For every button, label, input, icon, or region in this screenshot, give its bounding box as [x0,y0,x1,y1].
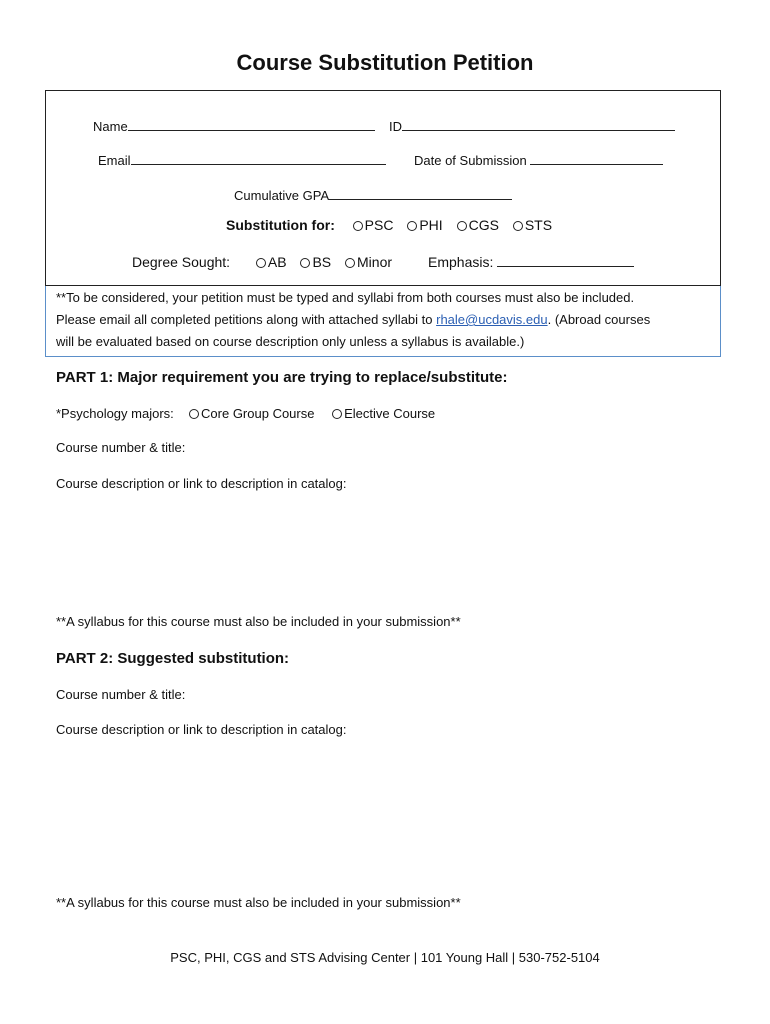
emphasis-line[interactable] [497,254,634,267]
part2-course-label: Course number & title: [56,687,186,702]
date-label: Date of Submission [414,153,527,168]
radio-icon[interactable] [345,258,355,268]
email-label: Email [98,153,131,168]
degree-label: Degree Sought: [132,254,231,270]
degree-option-ab[interactable]: AB [256,254,287,270]
page-title: Course Substitution Petition [236,50,534,75]
part1-heading: PART 1: Major requirement you are trying to replace/substitute: [56,369,508,386]
psych-majors-label: *Psychology majors: [56,406,174,421]
gpa-label: Cumulative GPA [234,188,330,203]
gpa-line[interactable] [329,187,512,200]
date-field[interactable] [414,152,663,168]
part2-description-label: Course description or link to description in catalog: [56,722,347,737]
gpa-field[interactable] [234,187,512,203]
part2-heading: PART 2: Suggested substitution: [56,650,290,667]
elective-course-option[interactable]: Elective Course [332,406,435,421]
radio-icon[interactable] [256,258,266,268]
note-line-1: **To be considered, your petition must be typed and syllabi from both courses must also be included. [56,290,635,305]
part1-syllabus-note: **A syllabus for this course must also be included in your submission** [56,614,461,629]
radio-icon[interactable] [300,258,310,268]
substitution-label: Substitution for: [226,217,335,233]
degree-option-minor[interactable]: Minor [345,254,392,270]
radio-icon[interactable] [513,221,523,231]
id-label: ID [389,119,402,134]
email-field[interactable] [98,152,386,168]
radio-icon[interactable] [457,221,467,231]
degree-option-bs[interactable]: BS [300,254,331,270]
footer-contact: PSC, PHI, CGS and STS Advising Center | 101 Young Hall | 530-752-5104 [170,950,600,965]
degree-row [132,254,402,270]
name-label: Name [93,119,128,134]
substitution-row [226,217,562,233]
substitution-option-cgs[interactable]: CGS [457,217,499,233]
id-field[interactable] [389,118,675,134]
advisor-email-link[interactable]: rhale@ucdavis.edu [436,312,548,327]
core-group-course-option[interactable]: Core Group Course [189,406,314,421]
name-line[interactable] [128,118,375,131]
psych-majors-row [56,406,445,421]
emphasis-label: Emphasis: [428,254,494,270]
emphasis-field[interactable] [428,254,634,270]
radio-icon[interactable] [407,221,417,231]
part1-course-label: Course number & title: [56,440,186,455]
substitution-option-sts[interactable]: STS [513,217,552,233]
radio-icon[interactable] [189,409,199,419]
note-line-2: Please email all completed petitions along with attached syllabi to rhale@ucdavis.edu. (Abroad courses [56,312,651,327]
email-line[interactable] [131,152,386,165]
part2-syllabus-note: **A syllabus for this course must also be included in your submission** [56,895,461,910]
note-line-3: will be evaluated based on course description only unless a syllabus is available.) [56,334,525,349]
radio-icon[interactable] [353,221,363,231]
part1-description-label: Course description or link to description in catalog: [56,476,347,491]
date-line[interactable] [530,152,663,165]
id-line[interactable] [402,118,675,131]
radio-icon[interactable] [332,409,342,419]
substitution-option-psc[interactable]: PSC [353,217,394,233]
substitution-option-phi[interactable]: PHI [407,217,442,233]
name-field[interactable] [93,118,375,134]
